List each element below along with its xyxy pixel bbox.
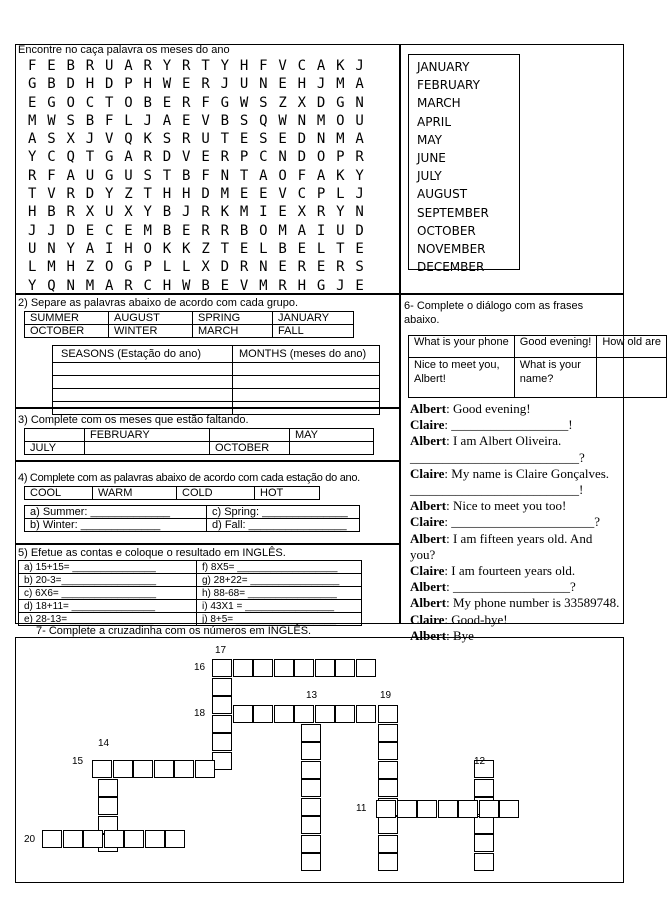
month-cell: OCTOBER: [210, 442, 290, 455]
crossword-cell[interactable]: [378, 724, 398, 742]
word-cell: FALL: [273, 325, 354, 338]
crossword-cell[interactable]: [378, 779, 398, 797]
crossword-cell[interactable]: [212, 678, 232, 696]
crossword-cell[interactable]: [83, 830, 103, 848]
word-search-title: Encontre no caça palavra os meses do ano: [18, 44, 230, 56]
missing-months-table: [24, 428, 374, 455]
grid-row: M W S B F L J A E V B S Q W N M O U: [28, 112, 366, 129]
dialogue-line: [410, 466, 622, 482]
crossword-cell[interactable]: [98, 797, 118, 815]
dialogue-text: : Good-bye!: [444, 611, 508, 627]
dialogue-line: [410, 433, 622, 449]
phrase-cell: What is your phone: [409, 336, 515, 358]
crossword-cell[interactable]: [479, 800, 499, 818]
word-cell: WINTER: [109, 325, 193, 338]
math-problem[interactable]: c) 6X6= _________________: [19, 587, 197, 600]
speaker-name: Claire: [410, 417, 445, 433]
dialogue-line: [410, 482, 622, 498]
season-answers-table: [24, 505, 360, 532]
word-search-grid: [28, 57, 365, 295]
speaker-name: Claire: [410, 465, 445, 481]
math-problem[interactable]: b) 20-3=_________________: [19, 574, 197, 587]
math-problem[interactable]: f) 8X5= __________________: [197, 561, 362, 574]
crossword-cell[interactable]: [133, 760, 153, 778]
dialogue-line: [410, 579, 622, 595]
dialogue-line: [410, 531, 622, 547]
speaker-name: Claire: [410, 563, 445, 579]
crossword-cell[interactable]: [212, 752, 232, 770]
seasons-header: SEASONS (Estação do ano): [53, 346, 233, 363]
crossword-cell[interactable]: [335, 659, 355, 677]
grid-row: F E B R U A R Y R T Y H F V C A K J: [28, 58, 366, 74]
word-bank-table: [24, 311, 354, 338]
section7-title: 7- Complete a cruzadinha com os números em INGLÊS.: [36, 625, 312, 637]
grid-row: H B R X U X Y B J R K M I E X R Y N: [28, 204, 366, 221]
phrase-cell: Good evening!: [514, 336, 597, 358]
month-cell: MAY: [290, 429, 374, 442]
dialogue-text: : My name is Claire Gonçalves.: [444, 465, 610, 481]
math-problem[interactable]: a) 15+15= _______________: [19, 561, 197, 574]
crossword-cell[interactable]: [124, 830, 144, 848]
word-cell: OCTOBER: [25, 325, 109, 338]
month-list: [408, 54, 520, 275]
crossword-cell[interactable]: [63, 830, 83, 848]
word-cell: SUMMER: [25, 312, 109, 325]
crossword-cell[interactable]: [253, 705, 273, 723]
crossword-cell[interactable]: [195, 760, 215, 778]
crossword-cell[interactable]: [145, 830, 165, 848]
dialogue-text: : __________________?: [446, 579, 576, 595]
dialogue-text: : ______________________?: [444, 514, 601, 530]
month-cell[interactable]: [210, 429, 290, 442]
crossword-cell[interactable]: [356, 659, 376, 677]
phrase-cell: Nice to meet you, Albert!: [409, 358, 515, 398]
dialogue-line: [410, 547, 622, 563]
answer-cell[interactable]: [233, 389, 380, 402]
month-cell[interactable]: [25, 429, 85, 442]
crossword-cell[interactable]: [301, 779, 321, 797]
crossword-cell[interactable]: [301, 835, 321, 853]
clue-number: 14: [98, 738, 110, 749]
months-header: MONTHS (meses do ano): [233, 346, 380, 363]
dialogue-text: : __________________!: [444, 417, 573, 433]
speaker-name: Albert: [410, 530, 447, 546]
clue-number: 11: [356, 803, 367, 814]
crossword-cell[interactable]: [301, 724, 321, 742]
word-cell: JANUARY: [273, 312, 354, 325]
month-cell[interactable]: [290, 442, 374, 455]
dialogue-text: : Nice to meet you too!: [446, 498, 567, 514]
grid-row: E G O C T O B E R F G W S Z X D G N: [28, 94, 366, 111]
word-cell: WARM: [93, 487, 177, 500]
speaker-name: Claire: [410, 514, 445, 530]
speaker-name: Albert: [410, 401, 447, 416]
grid-row: Y Q N M A R C H W B E V M R H G J E: [28, 277, 366, 294]
crossword-cell[interactable]: [174, 760, 194, 778]
crossword-cell[interactable]: [212, 659, 232, 677]
word-cell: COLD: [177, 487, 255, 500]
dialogue-text: : I am fifteen years old. And: [446, 530, 593, 546]
math-problem[interactable]: j) 8+5= __________________: [197, 613, 362, 626]
month-item: AUGUST: [417, 187, 468, 202]
grid-row: T V R D Y Z T H H D M E E V C P L J: [28, 186, 366, 203]
answer-cell[interactable]: [233, 363, 380, 376]
clue-number: 15: [72, 756, 84, 767]
crossword-cell[interactable]: [233, 659, 253, 677]
math-problem[interactable]: g) 28+22= ________________: [197, 574, 362, 587]
math-problem[interactable]: i) 43X1 = ________________: [197, 600, 362, 613]
summer-answer[interactable]: a) Summer: _____________: [25, 506, 207, 519]
grid-row: R F A U G U S T B F N T A O F A K Y: [28, 167, 366, 184]
crossword-cell[interactable]: [98, 779, 118, 797]
crossword-cell[interactable]: [301, 853, 321, 871]
word-cell: SPRING: [193, 312, 273, 325]
dialogue-line: [410, 450, 622, 466]
dialogue: [410, 401, 622, 644]
section4-title: 4) Complete com as palavras abaixo de acordo com cada estação do ano.: [18, 472, 360, 484]
crossword-cell[interactable]: [315, 705, 335, 723]
dialogue-text: : Good evening!: [446, 401, 531, 416]
month-item: SEPTEMBER: [417, 205, 489, 220]
dialogue-text: : I am fourteen years old.: [444, 563, 576, 579]
word-bank-row: [25, 325, 354, 338]
math-table: [18, 560, 362, 626]
math-problem[interactable]: h) 88-68= ________________: [197, 587, 362, 600]
crossword-cell[interactable]: [212, 715, 232, 733]
crossword-cell[interactable]: [233, 705, 253, 723]
crossword-cell[interactable]: [92, 760, 112, 778]
crossword-cell[interactable]: [474, 834, 494, 852]
groups-table: [52, 345, 380, 415]
crossword-cell[interactable]: [458, 800, 478, 818]
month-cell[interactable]: [85, 442, 210, 455]
month-item: MARCH: [417, 96, 461, 111]
crossword-cell[interactable]: [356, 705, 376, 723]
clue-number: 12: [474, 756, 486, 767]
dialogue-line: [410, 401, 622, 417]
answer-cell[interactable]: [233, 376, 380, 389]
crossword-cell[interactable]: [335, 705, 355, 723]
phrase-cell: [597, 358, 667, 398]
crossword-cell[interactable]: [212, 696, 232, 714]
phrase-cell: What is your name?: [514, 358, 597, 398]
season-words-table: [24, 486, 320, 500]
month-item: FEBRUARY: [417, 78, 480, 93]
crossword-cell[interactable]: [165, 830, 185, 848]
crossword-cell[interactable]: [113, 760, 133, 778]
month-item: JANUARY: [417, 60, 470, 74]
speaker-name: Albert: [410, 433, 447, 449]
crossword-cell[interactable]: [42, 830, 62, 848]
crossword-cell[interactable]: [274, 659, 294, 677]
word-cell: COOL: [25, 487, 93, 500]
dialogue-text: you?: [410, 546, 436, 562]
clue-number: 19: [380, 690, 392, 701]
speaker-name: Albert: [410, 627, 447, 643]
dialogue-line: [410, 498, 622, 514]
word-cell: HOT: [255, 487, 320, 500]
month-item: JULY: [417, 169, 442, 184]
grid-row: J J D E C E M B E R R B O M A I U D: [28, 222, 366, 239]
crossword-cell[interactable]: [378, 705, 398, 723]
word-bank-row: [25, 312, 354, 325]
clue-number: 17: [215, 645, 227, 656]
dialogue-line: [410, 514, 622, 530]
month-item: MAY: [417, 132, 442, 147]
month-item: DECEMBER: [417, 260, 485, 275]
dialogue-text: __________________________!: [410, 482, 584, 498]
clue-number: 18: [194, 708, 206, 719]
section3-title: 3) Complete com os meses que estão faltando.: [18, 414, 249, 426]
dialogue-text: : I am Albert Oliveira.: [446, 433, 562, 449]
word-cell: AUGUST: [109, 312, 193, 325]
month-item: OCTOBER: [417, 223, 476, 238]
grid-row: U N Y A I H O K K Z T E L B E L T E: [28, 240, 366, 257]
dialogue-line: [410, 595, 622, 611]
crossword-cell[interactable]: [253, 659, 273, 677]
section6-title: 6- Complete o diálogo com as frases abaixo.: [404, 300, 584, 326]
dialogue-text: : Bye: [446, 627, 474, 643]
word-cell: MARCH: [193, 325, 273, 338]
speaker-name: Albert: [410, 579, 447, 595]
crossword-cell[interactable]: [378, 853, 398, 871]
phrase-cell: How old are: [597, 336, 667, 358]
crossword-cell[interactable]: [294, 705, 314, 723]
winter-answer[interactable]: b) Winter: _____________: [25, 519, 207, 532]
crossword-cell[interactable]: [294, 659, 314, 677]
answer-cell[interactable]: [53, 389, 233, 402]
crossword-cell[interactable]: [301, 761, 321, 779]
crossword-cell[interactable]: [474, 779, 494, 797]
answer-cell[interactable]: [53, 376, 233, 389]
crossword-cell[interactable]: [378, 835, 398, 853]
clue-number: 13: [306, 690, 318, 701]
clue-number: 20: [24, 834, 36, 845]
crossword-cell[interactable]: [474, 853, 494, 871]
month-cell: FEBRUARY: [85, 429, 210, 442]
crossword-cell[interactable]: [301, 742, 321, 760]
crossword-cell[interactable]: [378, 742, 398, 760]
crossword-cell[interactable]: [274, 705, 294, 723]
crossword-cell[interactable]: [474, 816, 494, 834]
clue-number: 16: [194, 662, 206, 673]
dialogue-line: [410, 563, 622, 579]
dialogue-text: __________________________?: [410, 449, 585, 465]
crossword-cell[interactable]: [499, 800, 519, 818]
speaker-name: Albert: [410, 595, 447, 611]
crossword-cell[interactable]: [417, 800, 437, 818]
crossword-cell[interactable]: [378, 816, 398, 834]
dialogue-line: [410, 612, 622, 628]
dialogue-line: [410, 417, 622, 433]
month-item: APRIL: [417, 114, 452, 129]
grid-row: G B D H D P H W E R J U N E H J M A: [28, 76, 366, 93]
section5-title: 5) Efetue as contas e coloque o resultado em INGLÊS.: [18, 547, 286, 559]
crossword-cell[interactable]: [212, 733, 232, 751]
fall-answer[interactable]: d) Fall: ________________: [207, 519, 360, 532]
crossword-cell[interactable]: [154, 760, 174, 778]
phrase-table: [408, 335, 667, 398]
crossword-cell[interactable]: [378, 761, 398, 779]
section2-title: 2) Separe as palavras abaixo de acordo com cada grupo.: [18, 297, 299, 309]
math-problem[interactable]: e) 28-13= _______________: [19, 613, 197, 626]
math-problem[interactable]: d) 18+11= _______________: [19, 600, 197, 613]
crossword-cell[interactable]: [376, 800, 396, 818]
month-item: NOVEMBER: [417, 242, 486, 257]
crossword-cell[interactable]: [301, 798, 321, 816]
spring-answer[interactable]: c) Spring: ______________: [207, 506, 360, 519]
speaker-name: Albert: [410, 498, 447, 514]
answer-cell[interactable]: [53, 363, 233, 376]
grid-row: L M H Z O G P L L X D R N E R E R S: [28, 259, 366, 276]
crossword-cell[interactable]: [315, 659, 335, 677]
crossword-cell[interactable]: [301, 816, 321, 834]
dialogue-text: : My phone number is 33589748.: [446, 595, 620, 611]
month-item: JUNE: [417, 151, 446, 166]
grid-row: Y C Q T G A R D V E R P C N D O P R: [28, 149, 366, 166]
crossword-cell[interactable]: [104, 830, 124, 848]
month-cell: JULY: [25, 442, 85, 455]
crossword-cell[interactable]: [397, 800, 417, 818]
crossword-cell[interactable]: [438, 800, 458, 818]
grid-row: A S X J V Q K S R U T E S E D N M A: [28, 131, 366, 148]
speaker-name: Claire: [410, 611, 445, 627]
